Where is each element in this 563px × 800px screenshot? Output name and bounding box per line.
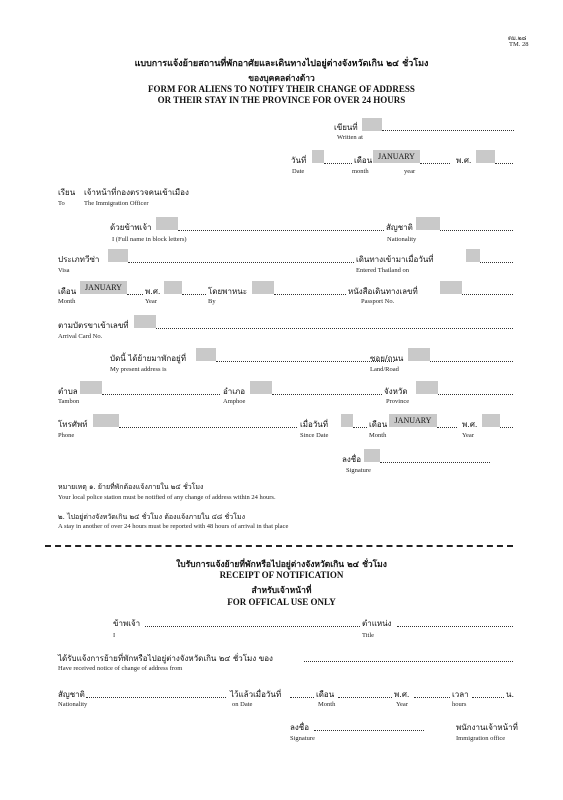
arrival-card-line — [156, 328, 513, 329]
receipt-title-th: ใบรับการแจ้งย้ายที่พักหรือไปอยู่ต่างจังหวัดเกิน ๒๔ ชั่วโมง — [176, 560, 387, 570]
receipt-year-label: พ.ศ. — [394, 690, 410, 699]
received-label-en: Have received notice of change of address from — [58, 665, 183, 672]
receipt-i-line[interactable] — [145, 626, 360, 627]
arrival-card-field[interactable] — [134, 315, 156, 328]
month-line — [420, 163, 450, 164]
amphoe-label-en: Amphoe — [223, 398, 246, 405]
amphoe-label: อำเภอ — [223, 387, 246, 396]
arrival-year-label-en: Year — [145, 298, 157, 305]
officer-label: พนักงานเจ้าหน้าที่ — [456, 723, 518, 732]
title-en-2: OR THEIR STAY IN THE PROVINCE FOR OVER 24 HOURS — [157, 95, 406, 105]
address-label: บัดนี้ ได้ย้ายมาพักอยู่ที่ — [110, 354, 187, 363]
nationality-line — [440, 230, 513, 231]
month-label-en: month — [352, 168, 369, 175]
address-field[interactable] — [196, 348, 216, 361]
since-year-label: พ.ศ. — [462, 420, 478, 429]
to-value: เจ้าหน้าที่กองตรวจคนเข้าเมือง — [84, 188, 189, 197]
receipt-year-line[interactable] — [414, 697, 450, 698]
phone-field[interactable] — [93, 414, 119, 427]
road-label: ซอย/ถนน — [370, 354, 404, 363]
nationality-label-en: Nationality — [387, 236, 417, 243]
receipt-sign-line-2[interactable] — [314, 730, 424, 731]
written-at-label-en: Written at — [337, 134, 363, 141]
receipt-month-line[interactable] — [338, 697, 392, 698]
name-field[interactable] — [156, 217, 178, 230]
passport-line — [462, 294, 513, 295]
year-line — [495, 163, 513, 164]
receipt-month-label-en: Month — [318, 701, 336, 708]
name-label: ด้วยข้าพเจ้า — [110, 223, 152, 232]
tambon-label-en: Tambon — [58, 398, 80, 405]
official-th: สำหรับเจ้าหน้าที่ — [251, 586, 312, 596]
title-en-1: FORM FOR ALIENS TO NOTIFY THEIR CHANGE OF ADDRESS — [148, 84, 415, 94]
receipt-month-label: เดือน — [316, 690, 335, 699]
arrival-month-label-en: Month — [58, 298, 76, 305]
arrival-month-label: เดือน — [58, 287, 77, 296]
time-line[interactable] — [472, 697, 504, 698]
passport-field[interactable] — [440, 281, 462, 294]
visa-label: ประเภทวีซ่า — [58, 255, 100, 264]
nationality-label: สัญชาติ — [386, 223, 413, 232]
received-line[interactable] — [304, 661, 513, 662]
year-field[interactable] — [476, 150, 495, 163]
entered-line — [480, 262, 513, 263]
official-en: FOR OFFICAL USE ONLY — [227, 597, 336, 607]
title-th: แบบการแจ้งย้ายสถานที่พักอาศัยและเดินทางไปอยู่ต่างจังหวัดเกิน ๒๔ ชั่วโมง — [134, 59, 429, 69]
receipt-nationality-line[interactable] — [86, 697, 226, 698]
time-label: เวลา — [452, 690, 469, 699]
year-label-en: year — [404, 168, 416, 175]
signature-line — [380, 462, 490, 463]
passport-label: หนังสือเดินทางเลขที่ — [348, 287, 418, 296]
visa-line — [128, 262, 354, 263]
signature-label: ลงชื่อ — [342, 455, 362, 464]
tambon-line — [102, 394, 220, 395]
since-label-en: Since Date — [300, 432, 329, 439]
since-year-field[interactable] — [482, 414, 500, 427]
since-month-line — [437, 427, 457, 428]
receipt-i-label-en: I — [113, 632, 116, 639]
note2-en: A stay in another of over 24 hours must be reported with 48 hours of arrival in that place — [58, 523, 289, 530]
date-label: วันที่ — [291, 156, 307, 165]
since-field[interactable] — [341, 414, 353, 427]
since-month-label: เดือน — [369, 420, 388, 429]
province-label: จังหวัด — [384, 387, 408, 396]
arrival-card-label-en: Arrival Card No. — [58, 333, 103, 340]
to-value-en: The Immigration Officer — [84, 200, 149, 207]
form-code-th: ตม.๒๘ — [508, 35, 527, 42]
arrival-month-value[interactable]: JANUARY — [80, 281, 127, 294]
date-line — [324, 163, 352, 164]
amphoe-field[interactable] — [250, 381, 272, 394]
to-label: เรียน — [58, 188, 76, 197]
note2-th: ๒. ไปอยู่ต่างจังหวัดเกิน ๒๔ ชั่วโมง ต้องแจ้งภายใน ๔๘ ชั่วโมง — [58, 513, 245, 521]
arrival-card-label: ตามบัตรขาเข้าเลขที่ — [58, 321, 129, 330]
written-at-line — [382, 130, 514, 131]
tambon-label: ตำบล — [58, 387, 78, 396]
tambon-field[interactable] — [80, 381, 102, 394]
form-code-en: TM. 28 — [509, 41, 529, 48]
arrival-month-line — [127, 294, 143, 295]
time-suffix: น. — [506, 690, 515, 699]
receipt-title-en: RECEIPT OF NOTIFICATION — [219, 570, 344, 580]
visa-label-en: Visa — [58, 267, 70, 274]
year-label: พ.ศ. — [456, 156, 472, 165]
written-at-label: เขียนที่ — [334, 123, 358, 132]
passport-label-en: Passport No. — [361, 298, 395, 305]
province-label-en: Province — [386, 398, 410, 405]
address-line — [216, 361, 394, 362]
road-field[interactable] — [408, 348, 430, 361]
written-at-field[interactable] — [362, 118, 382, 131]
note1-th: หมายเหตุ ๑. ย้ายที่พักต้องแจ้งภายใน ๒๔ ชั่วโมง — [58, 483, 204, 491]
phone-label: โทรศัพท์ — [58, 420, 88, 429]
phone-line — [119, 427, 297, 428]
receipt-nationality-label-en: Nationality — [58, 701, 88, 708]
entered-field[interactable] — [466, 249, 480, 262]
on-date-label-en: on Date — [232, 701, 253, 708]
since-year-label-en: Year — [462, 432, 474, 439]
road-label-en: Land/Road — [370, 366, 399, 373]
visa-field[interactable] — [108, 249, 128, 262]
receipt-nationality-label: สัญชาติ — [58, 690, 85, 699]
time-label-en: hours — [452, 701, 467, 708]
receipt-i-label: ข้าพเจ้า — [113, 619, 141, 628]
arrival-year-line — [182, 294, 206, 295]
cut-line — [45, 545, 513, 547]
province-field[interactable] — [416, 381, 438, 394]
to-label-en: To — [58, 200, 65, 207]
nationality-field[interactable] — [416, 217, 440, 230]
month-value[interactable]: JANUARY — [373, 150, 420, 163]
receipt-year-label-en: Year — [396, 701, 408, 708]
date-field[interactable] — [312, 150, 324, 163]
receipt-title-field-line[interactable] — [397, 626, 513, 627]
signature-field[interactable] — [364, 449, 380, 462]
arrival-year-field[interactable] — [164, 281, 182, 294]
province-line — [438, 394, 513, 395]
entered-label: เดินทางเข้ามาเมื่อวันที่ — [356, 255, 434, 264]
since-month-value[interactable]: JANUARY — [389, 414, 437, 427]
on-date-line[interactable] — [290, 697, 314, 698]
since-month-label-en: Month — [369, 432, 387, 439]
arrival-year-label: พ.ศ. — [145, 287, 161, 296]
receipt-title-field-label: ตำแหน่ง — [362, 619, 392, 628]
since-year-line — [500, 427, 513, 428]
entered-label-en: Entered Thailand on — [356, 267, 409, 274]
receipt-sign-label: ลงชื่อ — [290, 723, 310, 732]
since-line — [353, 427, 367, 428]
signature-label-en: Signature — [346, 467, 371, 474]
by-field[interactable] — [252, 281, 274, 294]
since-label: เมื่อวันที่ — [300, 420, 329, 429]
month-label: เดือน — [354, 156, 373, 165]
road-line — [430, 361, 513, 362]
by-label-en: By — [208, 298, 216, 305]
receipt-sign-label-en: Signature — [290, 735, 315, 742]
name-line — [178, 230, 384, 231]
address-label-en: My present address is — [110, 366, 167, 373]
officer-label-en: Immigration office — [456, 735, 506, 742]
amphoe-line — [272, 394, 382, 395]
note1-en: Your local police station must be notified of any change of address within 24 hours. — [58, 494, 276, 501]
by-label: โดยพาหนะ — [208, 287, 247, 296]
received-label: ได้รับแจ้งการย้ายที่พักหรือไปอยู่ต่างจังหวัดเกิน ๒๔ ชั่วโมง ของ — [58, 654, 273, 663]
phone-label-en: Phone — [58, 432, 75, 439]
on-date-label: ไว้แล้วเมื่อวันที่ — [230, 690, 282, 699]
receipt-title-field-label-en: Title — [362, 632, 375, 639]
by-line — [274, 294, 346, 295]
name-label-en: I (Full name in block letters) — [112, 236, 187, 243]
date-label-en: Date — [292, 168, 305, 175]
subtitle-th: ของบุคคลต่างด้าว — [248, 74, 315, 84]
